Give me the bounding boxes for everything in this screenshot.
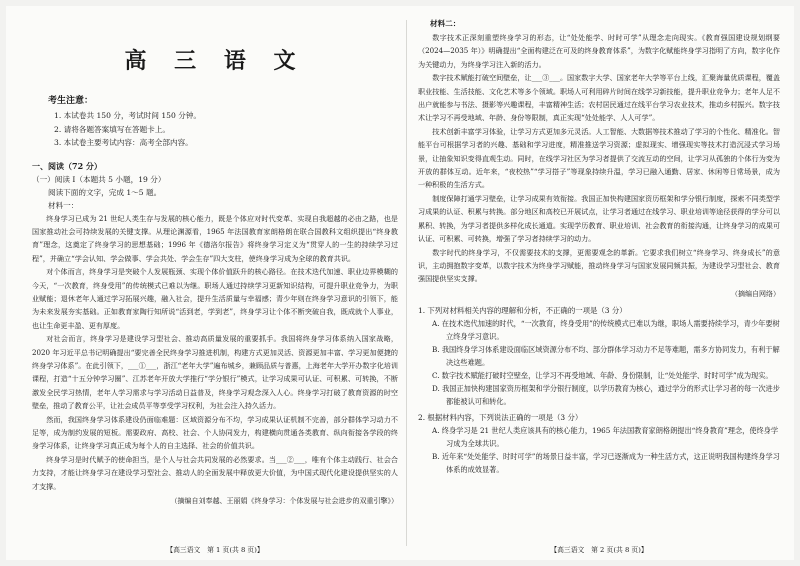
page-1: [32, 6, 398, 560]
source-citation: （摘编自刘奉越、王丽娟《终身学习：个体发展与社会进步的双重引擎》）: [170, 497, 398, 506]
notice-list: [54, 109, 398, 150]
paragraph: 终身学习已成为 21 世纪人类生存与发展的核心能力，既是个体应对时代变革、实现自我超越的必由之路，也是国家推动社会可持续发展的关键支撑。从理论渊源看，1965 年法国教育家朗格朗在联合国教科文组织提出“终身教育”理念，这奠定了终身学习的思想基础；1996 年《德洛尔报告》将终身学习定义为“贯穿人的一生的持续学习过程”，并确立“学会认知、学会做事、学会共处、学会生存”四大支柱，使终身学习成为全球的教育共识。: [32, 213, 398, 263]
page-2: [418, 6, 780, 560]
paragraph: 技术创新丰富学习体验，让学习方式更加多元灵活。人工智能、大数据等技术推动了学习的个性化、精准化。智能平台可根据学习者的兴趣、基础和学习进度，精准推送学习资源；虚拟现实、增强现实等技术打造沉浸式学习场景，让抽象知识变得直观生动。同时，在线学习社区为学习者提供了交流互动的空间，让学习从孤独的个体行为变为开放的群体互动。近年来，“夜校热”“学习搭子”等现象持续升温，学习已融入通勤、居家、休闲等日常场景，成为一种积极的生活方式。: [418, 126, 780, 190]
section-heading: 一、阅读（72 分）: [32, 160, 102, 171]
option-b: B. 近年来“处处能学、时时可学”的场景日益丰富，学习已逐渐成为一种生活方式，这正说明我国构建终身学习体系的成效显著。: [432, 451, 780, 474]
option-b: B. 我国终身学习体系建设面临区域资源分布不均、部分群体学习动力不足等难题，需多方协同发力，有利于解决这些难题。: [432, 344, 780, 367]
material-label: 材料二：: [430, 19, 461, 28]
paragraph: 数字技术正深刻重塑终身学习的形态，让“处处能学、时时可学”从理念走向现实。《教育强国建设规划纲要（2024—2035 年）》明确提出“全面构建泛在可及的终身教育体系”，为数字化赋能终身学习指明了方向，数字化作为关键动力，为终身学习注入新的活力。: [418, 33, 780, 69]
paragraph: 对个体而言，终身学习是突破个人发展瓶颈、实现个体价值跃升的核心路径。在技术迭代加速、职业边界模糊的今天，“一次教育，终身受用”的传统模式已难以为继。职场人通过持续学习更新知识结构，可提升职业竞争力，为职业赋能；退休老年人通过学习拓展兴趣，融入社会，提升生活质量与幸福感；青少年则在终身学习意识的引领下，能为未来发展夯实基础。正如教育家陶行知所说“活到老，学到老”，终身学习让个体不断突破自我，既成就个人事业，也让生命更丰盈、更有厚度。: [32, 267, 398, 330]
source-citation: （摘编自网络）: [731, 289, 780, 298]
column-divider: [406, 20, 407, 546]
question-1-stem: 1. 下列对材料相关内容的理解和分析，不正确的一项是（3 分）: [418, 305, 627, 315]
reading-instruction: 阅读下面的文字，完成 1～5 题。: [48, 187, 162, 197]
notice-item: 2. 请将各题答案填写在答题卡上。: [54, 124, 170, 134]
paragraph: 然而，我国终身学习体系建设仍面临难题：区域资源分布不均，学习成果认证机制不完善，部分群体学习动力不足等，成为制约发展的短板。需要政府、高校、社会、个人协同发力，构建横向贯通各类教育、纵向衔接各学段的终身学习体系，让终身学习真正成为每个人的自主选择、社会的价值共识。: [32, 414, 398, 451]
paragraph: 数字技术赋能打破空间壁垒，让___③___。国家数字大学、国家老年大学等平台上线，汇聚海量优质课程，覆盖职业技能、生活技能、文化艺术等多个领域。职场人可利用碎片时间在线学习新技能，提升职业竞争力；老年人足不出户就能参与书法、摄影等兴趣课程，丰富精神生活；农村居民通过在线平台学习农业技术，推动乡村振兴。数字技术让学习不再受地域、年龄、身份等限制，真正实现“处处能学、人人可学”。: [418, 73, 780, 123]
option-a: A. 终身学习是 21 世纪人类应该具有的核心能力，1965 年法国教育家朗格朗提出“终身教育”理念，使终身学习成为全球共识。: [432, 425, 779, 448]
question-2-stem: 2. 根据材料内容，下列说法正确的一项是（3 分）: [418, 412, 583, 422]
page-footer: 【高三语文 第 1 页(共 8 页)】: [166, 546, 264, 554]
option-d: D. 我国正加快构建国家资历框架和学分银行制度，以学历教育为核心，通过学分的形式让学习者的每一次进步都能被认可和转化。: [432, 383, 780, 406]
notice-item: 1. 本试卷共 150 分，考试时间 150 分钟。: [54, 111, 202, 120]
paragraph: 终身学习是时代赋予的使命担当，是个人与社会共同发展的必然要求。当___②___，唯有个体主动践行、社会合力支持，才能让终身学习在建设学习型社会、推动人的全面发展中释放更大价值，为中国式现代化建设提供坚实的人才支撑。: [32, 454, 398, 491]
paragraph: 数字时代的终身学习，不仅需要技术的支撑，更需要观念的革新。它要求我们树立“终身学习、终身成长”的意识，主动拥抱数字变革，以数字技术为终身学习赋能，推动终身学习与国家发展同频共振，为建设学习型社会、教育强国提供坚实支撑。: [418, 247, 780, 284]
material-label: 材料一：: [48, 200, 79, 210]
paragraph: 制度保障打通学习壁垒，让学习成果有效衔接。我国正加快构建国家资历框架和学分银行制度，探索不同类型学习成果的认证、积累与转换。部分地区和高校已开展试点，让学习者通过在线学习、职业培训等途径获得的学分可以累积、转换，为学习者提供多样化成长通道。实现学历教育、职业培训、社会教育的衔接沟通，让终身学习的成果可认证、可积累、可转换，增强了学习者持续学习的动力。: [418, 193, 780, 244]
page-footer: 【高三语文 第 2 页(共 8 页)】: [550, 546, 648, 554]
option-c: C. 数字技术赋能打破时空壁垒，让学习不再受地域、年龄、身份限制，让“处处能学、时时可学”成为现实。: [432, 370, 773, 380]
page-title: 高 三 语 文: [124, 48, 306, 74]
exam-sheet: [6, 6, 794, 560]
notice-item: 3. 本试卷主要考试内容：高考全部内容。: [54, 138, 193, 147]
notice-heading: 考生注意：: [48, 96, 94, 106]
subsection-heading: （一）阅读 Ⅰ（本题共 5 小题，19 分）: [32, 174, 166, 184]
option-a: A. 在技术迭代加速的时代，“一次教育，终身受用”的传统模式已难以为继，职场人需要持续学习，青少年要树立终身学习意识。: [432, 318, 780, 341]
paragraph: 对社会而言，终身学习是建设学习型社会、推动高质量发展的重要抓手。我国将终身学习体系纳入国家战略，2020 年习近平总书记明确提出“要完善全民终身学习推进机制，构建方式更加灵活、资源更加丰富、学习更加便捷的终身学习体系”。在此引领下，___①___，浙江“老年大学”遍布城乡，兼顾品质与普惠，上海老年大学开办数字化培训课程，打造“十五分钟学习圈”、江苏老年开放大学推行“学分银行”模式，让学习成果可认证、可积累、可转换，不断激发全民学习热情，老年人学习需求与学习活动日益普及，终身学习观念深入人心。终身学习打破了教育资源的时空壁垒，推动了教育公平，让社会成员平等享受学习权利，为社会注入持久活力。: [32, 334, 398, 411]
